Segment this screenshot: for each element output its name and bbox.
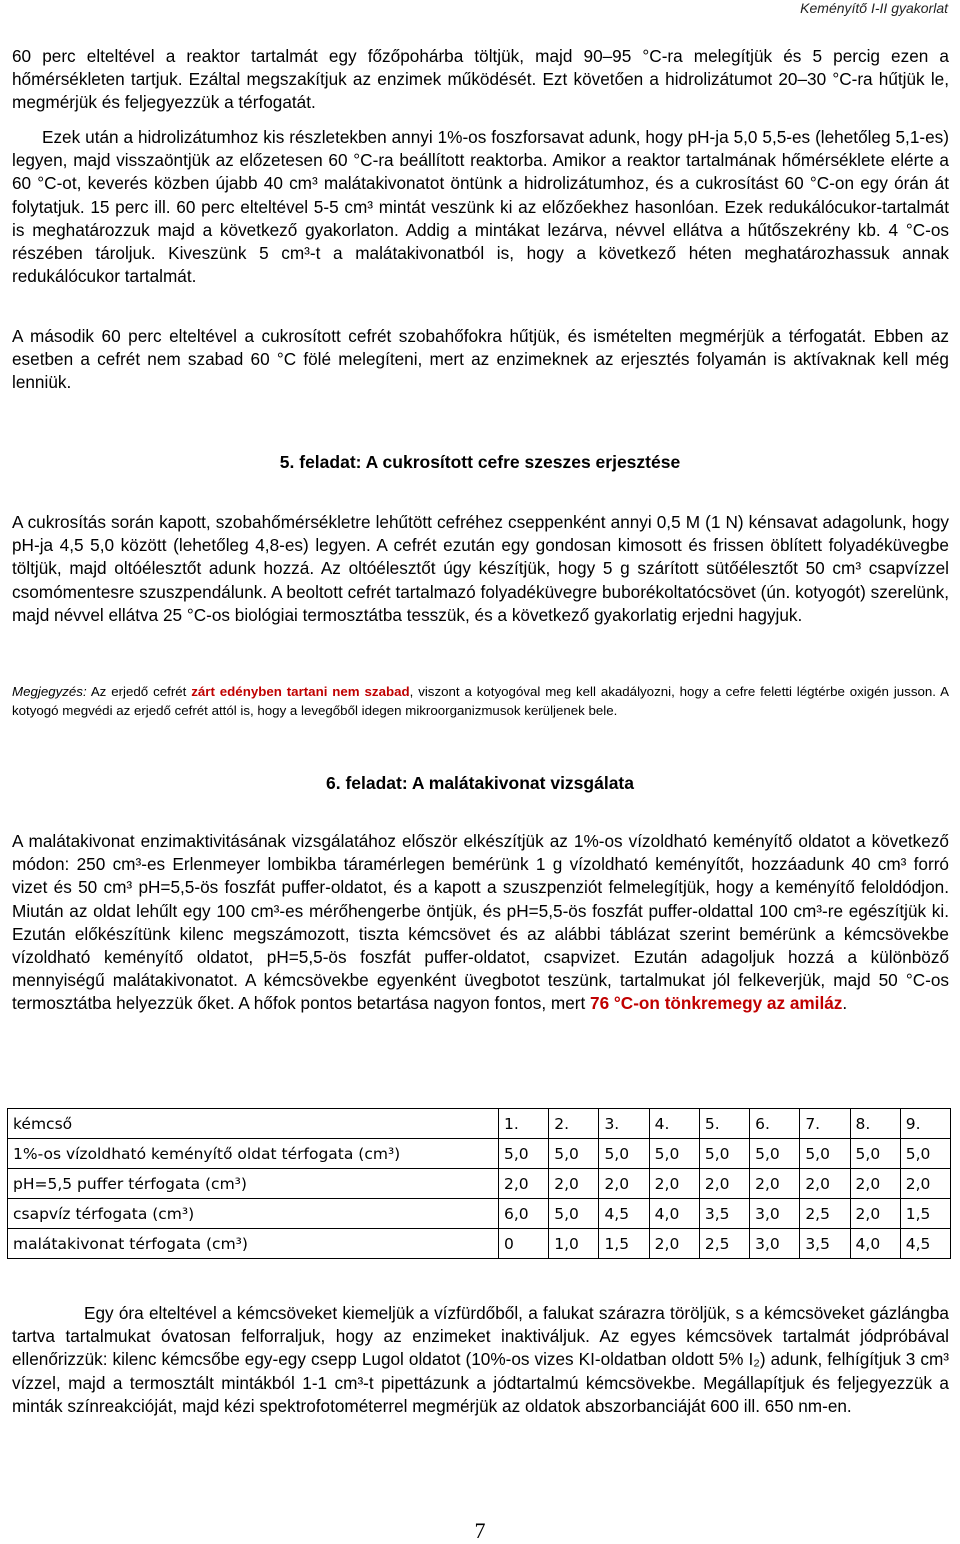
section-6-end: . xyxy=(842,993,848,1014)
note-emphasis: zárt edényben tartani nem szabad xyxy=(191,684,410,699)
table-cell: 5,0 xyxy=(850,1139,900,1169)
table-cell: 5,0 xyxy=(549,1199,599,1229)
table-cell: 3,5 xyxy=(699,1199,749,1229)
section-6-followup: Egy óra elteltével a kémcsöveket kiemeljük a vízfürdőből, a falukat szárazra töröljük, s a kémcsöveket gázlángba tartva tartalmukat óvatosan felforraljuk, hogy az enzimeket inaktiváljuk. Az egyes kémcsövek tartalmát jódpróbával ellenőrizzük: kilenc kémcsőbe egy-egy csepp Lugol oldatot (10%-os vizes KI-oldatban oldott 5% I₂) adunk, felhígítjuk 3 cm³ vízzel, majd a termosztált mintákból 1-1 cm³-t pipettázunk a jódtartalmú kémcsövekbe. Megállapítjuk és feljegyezzük a minták színreakcióját, majd kézi spektrofotométerrel megmérjük az oldatok abszorbanciáját 600 ill. 650 nm-en. xyxy=(12,1303,949,1416)
table-cell: 5,0 xyxy=(549,1139,599,1169)
table-column-header: 3. xyxy=(599,1109,649,1139)
table-column-header: 6. xyxy=(750,1109,800,1139)
table-row-label: pH=5,5 puffer térfogata (cm³) xyxy=(8,1169,499,1199)
table-header-label: kémcső xyxy=(8,1109,499,1139)
table-column-header: 7. xyxy=(800,1109,850,1139)
table-cell: 2,0 xyxy=(549,1169,599,1199)
table-cell: 3,0 xyxy=(750,1229,800,1259)
table-cell: 1,5 xyxy=(900,1199,950,1229)
table-cell: 2,0 xyxy=(850,1199,900,1229)
table-cell: 3,0 xyxy=(750,1199,800,1229)
table-cell: 5,0 xyxy=(699,1139,749,1169)
table-header-row xyxy=(8,1109,951,1139)
test-tube-table xyxy=(7,1108,951,1259)
note-post: , viszont a kotyogóval meg kell akadályozni, hogy a cefre feletti légtérbe oxigén jusson. A kotyogó megvédi az erjedő cefrét attól is, hogy a levegőből idegen mikroorganizmusok kerüljenek bele. xyxy=(12,684,949,718)
table-cell: 5,0 xyxy=(499,1139,549,1169)
note-pre: Az erjedő cefrét xyxy=(86,684,192,699)
note-label: Megjegyzés: xyxy=(12,684,87,699)
table-cell: 2,0 xyxy=(800,1169,850,1199)
table-row xyxy=(8,1199,951,1229)
page-number: 7 xyxy=(474,1518,486,1543)
section-6-text: A malátakivonat enzimaktivitásának vizsgálatához először elkészítjük az 1%-os vízoldható keményítő oldatot a következő módon: 250 cm³-es Erlenmeyer lombikba táramérlegen bemérünk 1 g vízoldható keményítőt, hozzáadunk 40 cm³ forró vizet és 50 cm³ pH=5,5-ös foszfát puffer-oldatot, és a kapott a szuszpenziót felmelegítjük, hogy a keményítő feloldódjon. Miután az oldat lehűlt egy 100 cm³-es mérőhengerbe öntjük, és pH=5,5-ös foszfát puffer-oldattal 100 cm³-re egészítjük ki. Ezután előkészítünk kilenc megszámozott, tiszta kémcsövet és az alábbi táblázat szerint bemérünk a kémcsövekbe vízoldható keményítő oldatot, pH=5,5-ös foszfát puffer-oldatot, csapvizet. Ezután adagoljuk hozzá a különböző mennyiségű malátakivonatot. A kémcsövekbe egyenként üvegbotot teszünk, tartalmukat jól felkeverjük, majd 50 °C-os termosztátba helyezzük őket. A hőfok pontos betartása nagyon fontos, mert xyxy=(12,831,949,1014)
table-cell: 1,5 xyxy=(599,1229,649,1259)
table-cell: 4,5 xyxy=(900,1229,950,1259)
paragraph-saccharification: Ezek után a hidrolizátumhoz kis részletekben annyi 1%-os foszforsavat adunk, hogy pH-ja 5,0 5,5-es (lehetőleg 5,1-es) legyen, majd visszaöntjük az előzetesen 60 °C-ra beállított reaktorba. Amikor a reaktor tartalmának hőmérséklete elérte a 60 °C-ot, keverés közben újabb 40 cm³ malátakivonatot öntünk a hidrolizátumhoz, és a cukrosítást 60 °C-on egy órán át folytatjuk. 15 perc ill. 60 perc elteltével 5-5 cm³ mintát veszünk ki az előzőekhez hasonlóan. Ezek redukálócukor-tartalmát is meghatározzuk majd a következő gyakorlaton. Addig a mintákat lezárva, névvel ellátva a hűtőszekrény kb. 4 °C-os részében tároljuk. Kiveszünk 5 cm³-t a malátakivonatból is, hogy a következő héten meghatározhassuk annak redukálócukor tartalmát. xyxy=(12,127,949,287)
table-column-header: 4. xyxy=(649,1109,699,1139)
table-cell: 2,0 xyxy=(499,1169,549,1199)
paragraph-second-period: A második 60 perc elteltével a cukrosított cefrét szobahőfokra hűtjük, és ismételten megmérjük a térfogatát. Ebben az esetben a cefrét nem szabad 60 °C fölé melegíteni, mert az enzimeknek az erjesztés folyamán is aktívaknak kell még lenniük. xyxy=(12,326,949,393)
table-cell: 2,0 xyxy=(649,1229,699,1259)
running-header: Keményítő I-II gyakorlat xyxy=(800,0,948,16)
table-column-header: 1. xyxy=(499,1109,549,1139)
table-cell: 2,5 xyxy=(800,1199,850,1229)
table-row xyxy=(8,1139,951,1169)
section-5-title: 5. feladat: A cukrosított cefre szeszes erjesztése xyxy=(279,452,681,472)
table-row xyxy=(8,1169,951,1199)
table-cell: 1,0 xyxy=(549,1229,599,1259)
table-cell: 5,0 xyxy=(599,1139,649,1169)
table-cell: 5,0 xyxy=(900,1139,950,1169)
section-5-note xyxy=(12,682,949,720)
amylase-warning: 76 °C-on tönkremegy az amiláz xyxy=(590,993,843,1014)
table-cell: 4,0 xyxy=(850,1229,900,1259)
table-cell: 2,0 xyxy=(649,1169,699,1199)
paragraph-cooling: 60 perc elteltével a reaktor tartalmát egy főzőpohárba töltjük, majd 90–95 °C-ra melegítjük és 5 percig ezen a hőmérsékleten tartjuk. Ezáltal megszakítjuk az enzimek működését. Ezt követően a hidrolizátumot 20–30 °C-ra hűtjük le, megmérjük és feljegyezzük a térfogatát. xyxy=(12,46,949,113)
table-cell: 5,0 xyxy=(750,1139,800,1169)
table-cell: 0 xyxy=(499,1229,549,1259)
table-cell: 2,0 xyxy=(850,1169,900,1199)
table-cell: 3,5 xyxy=(800,1229,850,1259)
table-column-header: 8. xyxy=(850,1109,900,1139)
table-column-header: 2. xyxy=(549,1109,599,1139)
table-column-header: 5. xyxy=(699,1109,749,1139)
table-row xyxy=(8,1229,951,1259)
table-row-label: 1%-os vízoldható keményítő oldat térfogata (cm³) xyxy=(8,1139,499,1169)
table-cell: 2,0 xyxy=(750,1169,800,1199)
table-cell: 2,5 xyxy=(699,1229,749,1259)
table-cell: 2,0 xyxy=(599,1169,649,1199)
table-row-label: malátakivonat térfogata (cm³) xyxy=(8,1229,499,1259)
table-cell: 6,0 xyxy=(499,1199,549,1229)
section-6-paragraph xyxy=(12,830,949,1016)
table-column-header: 9. xyxy=(900,1109,950,1139)
table-cell: 5,0 xyxy=(649,1139,699,1169)
table-cell: 4,5 xyxy=(599,1199,649,1229)
section-5-paragraph: A cukrosítás során kapott, szobahőmérsékletre lehűtött cefréhez cseppenként annyi 0,5 M (1 N) kénsavat adagolunk, hogy pH-ja 4,5 5,0 között (lehetőleg 4,8-es) legyen. A cefrét ezután egy gondosan kimosott és frissen öblített folyadéküvegbe töltjük, majd oltóélesztőt adunk hozzá. Az oltóélesztőt úgy készítjük, hogy 5 g szárított sütőélesztőt 50 cm³ csapvízzel csomómentesre szuszpendálunk. A beoltott cefrét tartalmazó folyadéküvegre buborékoltatócsövet (ún. kotyogót) szerelünk, majd névvel ellátva 25 °C-os biológiai termosztátba tesszük, és a következő gyakorlatig erjedni hagyjuk. xyxy=(12,512,949,625)
table-cell: 5,0 xyxy=(800,1139,850,1169)
table-row-label: csapvíz térfogata (cm³) xyxy=(8,1199,499,1229)
table-cell: 4,0 xyxy=(649,1199,699,1229)
table-cell: 2,0 xyxy=(900,1169,950,1199)
section-6-title: 6. feladat: A malátakivonat vizsgálata xyxy=(326,773,634,793)
table-cell: 2,0 xyxy=(699,1169,749,1199)
